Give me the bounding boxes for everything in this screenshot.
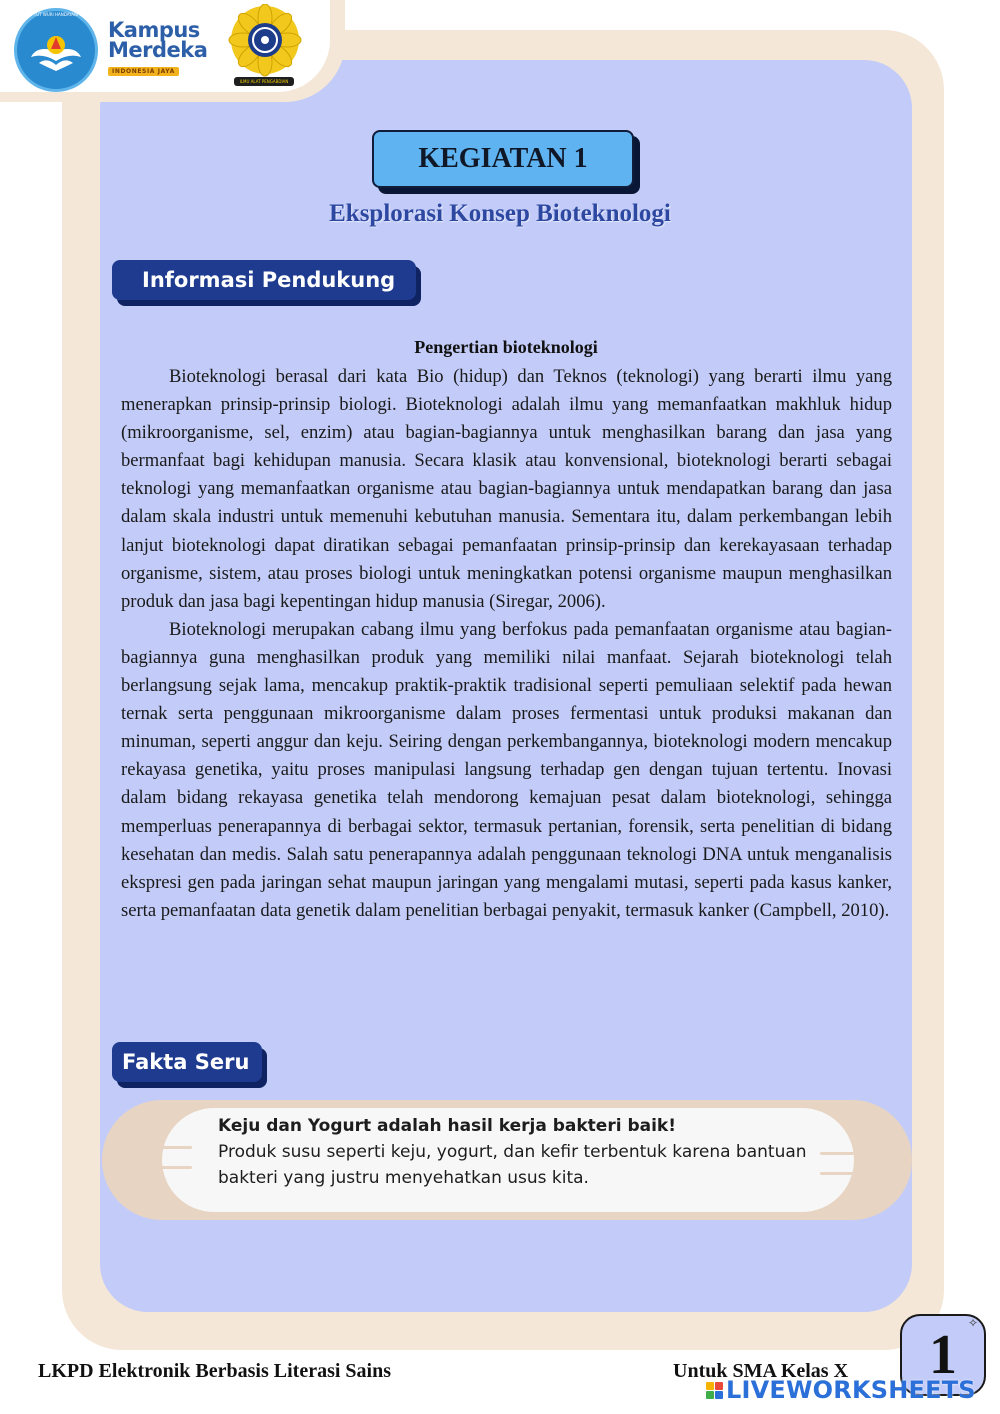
- article-paragraph: Bioteknologi berasal dari kata Bio (hidup) dan Teknos (teknologi) yang berarti ilmu yang menerapkan prinsip-prinsip biologi. Bioteknologi adalah ilmu yang memanfaatkan makhluk hidup (mikroorganisme, sel, enzim) atau bagian-bagiannya untuk menghasilkan barang dan jasa yang bermanfaat bagi kehidupan manusia. Secara klasik atau konvensional, bioteknologi berarti sebagai teknologi yang memanfaatkan organisme atau bagian-bagiannya untuk mendapatkan barang dan jasa dalam skala industri untuk memenuhi kebutuhan manusia. Sementara itu, dalam perkembangan lebih lanjut bioteknologi dapat diratikan sebagai pemanfaatan prinsip-prinsip dan kerekayasaan terhadap organisme, sistem, atau proses biologi untuk meningkatkan potensi organisme maupun menghasilkan produk dan jasa bagi kepentingan hidup manusia (Siregar, 2006).: [121, 366, 892, 612]
- fact-card-decoration: [158, 1166, 192, 1169]
- tut-wuri-handayani-logo: [14, 8, 98, 92]
- liveworksheets-logo-icon: [706, 1382, 723, 1399]
- fact-card-decoration: [158, 1146, 192, 1149]
- article-heading: Pengertian bioteknologi: [414, 337, 598, 357]
- article-paragraph: Bioteknologi merupakan cabang ilmu yang berfokus pada pemanfaatan organisme atau bagian-bagiannya guna menghasilkan produk yang memiliki nilai manfaat. Sejarah bioteknologi telah berlangsung sejak lama, mencakup praktik-praktik tradisional seperti pemuliaan selektif pada hewan ternak serta penggunaan mikroorganisme dalam proses fermentasi untuk produksi makanan dan minuman, seperti anggur dan keju. Seiring dengan perkembangannya, bioteknologi modern mencakup rekayasa genetika, yaitu proses manipulasi langsung terhadap gen dengan tujuan tertentu. Inovasi dalam bidang rekayasa genetika telah mendorong kemajuan pesat dalam bioteknologi, sehingga memperluas penerapannya di berbagai sektor, termasuk pertanian, forensik, serta penelitian di bidang kesehatan dan medis. Salah satu penerapannya adalah penggunaan teknologi DNA untuk menganalisis ekspresi gen pada jaringan sehat maupun jaringan yang mengalami mutasi, seperti pada kasus kanker, serta pemanfaatan data genetik dalam penelitian berbagai penyakit, termasuk kanker (Campbell, 2010).: [121, 618, 892, 921]
- tut-wuri-emblem-icon: [17, 11, 95, 89]
- fact-text: [218, 1113, 848, 1191]
- page-number-badge: 1: [900, 1314, 986, 1396]
- footer-audience: Untuk SMA Kelas X: [673, 1360, 849, 1382]
- tut-wuri-motto: TUT WURI HANDAYANI: [33, 12, 79, 17]
- footer-title: LKPD Elektronik Berbasis Literasi Sains: [38, 1360, 392, 1382]
- liveworksheets-watermark: [706, 1376, 976, 1404]
- section-label-informasi: Informasi Pendukung: [112, 260, 416, 300]
- section-label-fakta-seru: Fakta Seru: [112, 1042, 262, 1082]
- activity-subtitle: Eksplorasi Konsep Bioteknologi: [329, 200, 671, 227]
- kampus-merdeka-logo: Kampus Merdeka INDONESIA JAYA: [108, 18, 208, 75]
- university-seal-logo: ILMU ALAT PENGABDIAN: [226, 4, 304, 88]
- article-body: [121, 363, 892, 925]
- university-seal-icon: [226, 4, 304, 78]
- activity-title: KEGIATAN 1: [372, 130, 634, 188]
- sparkle-icon: ✧: [968, 1316, 979, 1330]
- liveworksheets-wordmark: LIVEWORKSHEETS: [726, 1376, 976, 1404]
- fact-title: Keju dan Yogurt adalah hasil kerja bakteri baik!: [218, 1116, 676, 1136]
- fact-body: Produk susu seperti keju, yogurt, dan kefir terbentuk karena bantuan bakteri yang justru menyehatkan usus kita.: [218, 1142, 807, 1188]
